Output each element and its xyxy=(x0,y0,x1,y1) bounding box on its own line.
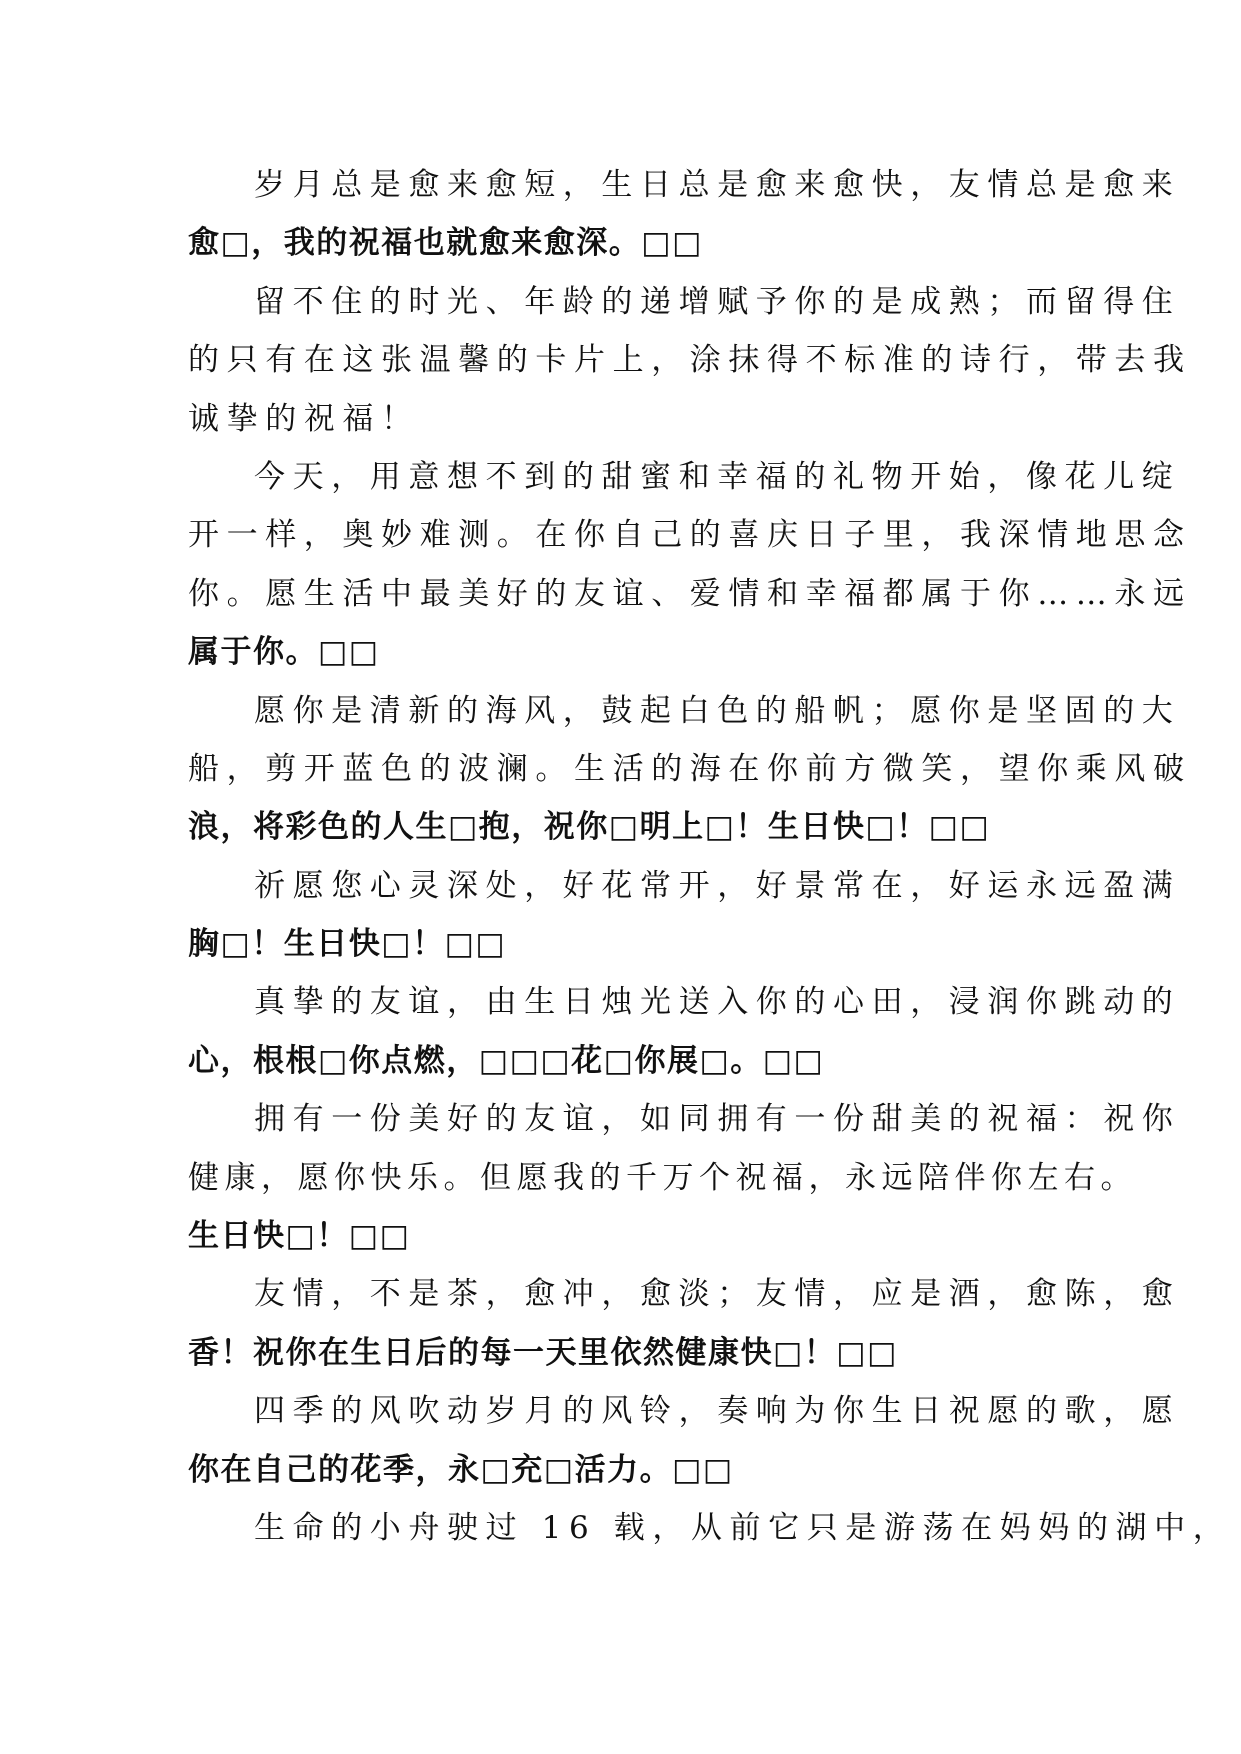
paragraph-9-line-2: 你在自己的花季，永□充□活力。□□ xyxy=(188,1451,734,1488)
paragraph-6-line-1: 真挚的友谊，由生日烛光送入你的心田，浸润你跳动的 xyxy=(254,984,1181,1021)
paragraph-3-line-4: 属于你。□□ xyxy=(188,634,380,671)
document-body xyxy=(188,156,1232,1557)
paragraph-2-line-3: 诚挚的祝福！ xyxy=(188,400,420,437)
paragraph-2-line-2: 的只有在这张温馨的卡片上，涂抹得不标准的诗行，带去我 xyxy=(188,342,1192,379)
paragraph-7-line-2: 健康，愿你快乐。但愿我的千万个祝福，永远陪伴你左右。 xyxy=(188,1159,1137,1196)
paragraph-4-line-3: 浪，将彩色的人生□抱，祝你□明上□！生日快□！□□ xyxy=(188,809,991,846)
paragraph-4-line-2: 船，剪开蓝色的波澜。生活的海在你前方微笑，望你乘风破 xyxy=(188,750,1192,787)
paragraph-9-line-1: 四季的风吹动岁月的风铃，奏响为你生日祝愿的歌，愿 xyxy=(254,1393,1181,1430)
paragraph-5-line-1: 祈愿您心灵深处，好花常开，好景常在，好运永远盈满 xyxy=(254,867,1181,904)
paragraph-3-line-2: 开一样，奥妙难测。在你自己的喜庆日子里，我深情地思念 xyxy=(188,517,1192,554)
paragraph-8-line-2: 香！祝你在生日后的每一天里依然健康快□！□□ xyxy=(188,1334,898,1371)
paragraph-7-line-1: 拥有一份美好的友谊，如同拥有一份甜美的祝福：祝你 xyxy=(254,1101,1181,1138)
paragraph-10-line-1: 生命的小舟驶过 16 载，从前它只是游荡在妈妈的湖中， xyxy=(254,1509,1232,1546)
paragraph-3-line-1: 今天，用意想不到的甜蜜和幸福的礼物开始，像花儿绽 xyxy=(254,458,1181,495)
paragraph-3-line-3: 你。愿生活中最美好的友谊、爱情和幸福都属于你……永远 xyxy=(188,575,1192,612)
paragraph-6-line-2: 心，根根□你点燃，□□□花□你展□。□□ xyxy=(188,1042,825,1079)
paragraph-4-line-1: 愿你是清新的海风，鼓起白色的船帆；愿你是坚固的大 xyxy=(254,692,1181,729)
paragraph-1-line-1: 岁月总是愈来愈短，生日总是愈来愈快，友情总是愈来 xyxy=(254,167,1181,203)
paragraph-8-line-1: 友情，不是茶，愈冲，愈淡；友情，应是酒，愈陈，愈 xyxy=(254,1276,1181,1313)
paragraph-5-line-2: 胸□！生日快□！□□ xyxy=(188,926,507,963)
paragraph-2-line-1: 留不住的时光、年龄的递增赋予你的是成熟；而留得住 xyxy=(254,283,1181,320)
paragraph-1-line-2: 愈□，我的祝福也就愈来愈深。□□ xyxy=(188,225,703,262)
paragraph-7-line-3: 生日快□！□□ xyxy=(188,1218,411,1255)
